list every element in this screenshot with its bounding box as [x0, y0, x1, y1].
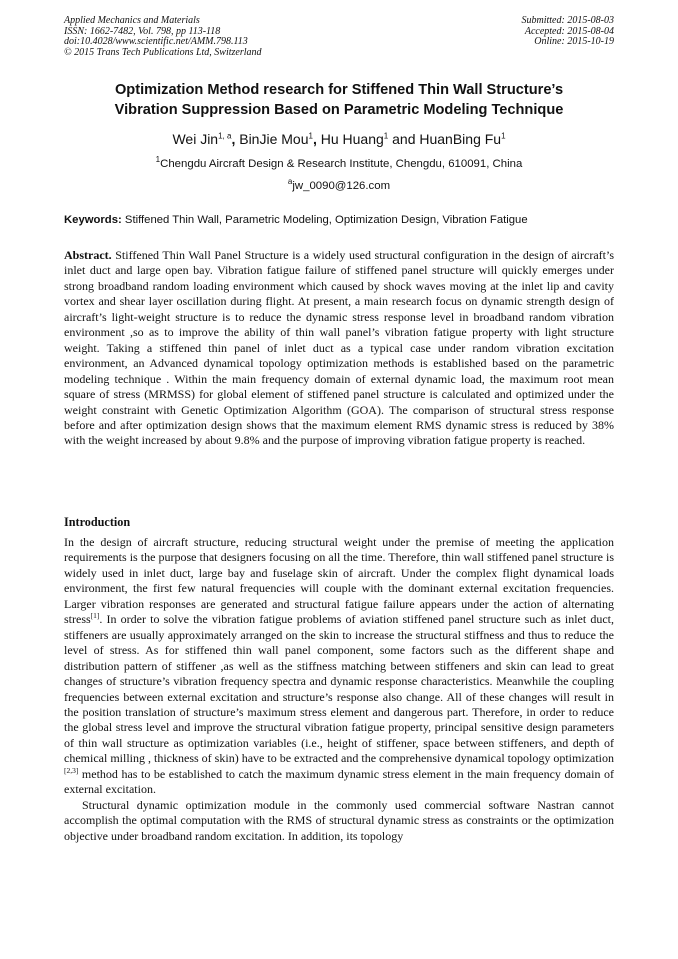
abstract [64, 248, 614, 449]
title-line-2: Vibration Suppression Based on Parametric Modeling Technique [114, 102, 564, 118]
email-marker: a [287, 177, 293, 187]
introduction-body [64, 535, 614, 844]
author-1-affil: 1, a [218, 131, 232, 141]
intro-p1-part-c: method has to be established to catch the maximum dynamic stress element in the main frequency domain of external excitation. [64, 766, 615, 797]
email-text[interactable]: jw_0090@126.com [292, 180, 391, 192]
abstract-label: Abstract. [64, 248, 112, 262]
author-2-affil: 1 [308, 131, 313, 141]
section-heading-introduction: Introduction [64, 515, 131, 529]
author-3: Hu Huang [320, 131, 384, 147]
affiliation-text: Chengdu Aircraft Design & Research Institute, Chengdu, 610091, China [160, 158, 523, 170]
keywords-label: Keywords: [64, 214, 122, 226]
journal-doi[interactable]: doi:10.4028/www.scientific.net/AMM.798.113 [64, 36, 248, 47]
author-conjunction: and [392, 131, 416, 147]
intro-paragraph-2: Structural dynamic optimization module in the commonly used commercial software Nastran cannot accomplish the optimal computation with the RMS of structural dynamic stress as constraints or the optimization objective under broadband random excitation. In addition, its topology [64, 797, 614, 843]
journal-issn: ISSN: 1662-7482, Vol. 798, pp 113-118 [64, 25, 221, 37]
online-date: Online: 2015-10-19 [534, 36, 614, 47]
citation-1[interactable]: [1] [90, 611, 100, 621]
journal-name: Applied Mechanics and Materials [64, 15, 200, 26]
author-email [64, 179, 614, 194]
accepted-date: Accepted: 2015-08-04 [524, 25, 614, 37]
affiliation-marker: 1 [155, 155, 161, 165]
submission-dates [522, 16, 615, 48]
author-3-affil: 1 [383, 131, 389, 141]
author-2: BinJie Mou [239, 131, 309, 147]
paper-title [64, 80, 614, 120]
author-list: Wei Jin$^{1, a}$, BinJie Mou$^1$, Hu Huang$^1$ and HuanBing Fu$^1$ [172, 131, 506, 147]
author-1: Wei Jin [172, 131, 219, 147]
journal-info [64, 16, 262, 58]
affiliation [64, 157, 614, 172]
title-line-1: Optimization Method research for Stiffened Thin Wall Structure’s [114, 82, 564, 98]
intro-p1-part-b: . In order to solve the vibration fatigue problems of aviation stiffened panel structure such as inlet duct, stiffeners are usually approximately arranged on the skin to increase the structural stiffness and thus to reduce the level of stress. As for stiffened thin wall panel component, some factors such as the different shape and distribution pattern of stiffener ,as well as the stiffness matching between stiffeners and skin can lead to great changes of structure’s vibration frequency spectra and dynamic response characteristics. Meanwhile the coupling frequencies between external excitation and structure’s response also change. All of these changes will result in the position translation of structure’s maximum stress element and dangerous part. Therefore, in order to reduce the global stress level and improve the structural vibration fatigue property, principal sensitive design parameters of thin wall structure as optimization variables (i.e., height of stiffener, space between stiffeners, and depth of chemical milling , thickness of skin) have to be extracted and the comprehensive dynamical topology optimization [64, 612, 614, 766]
citation-2-3[interactable]: [2,3] [64, 765, 79, 775]
keywords [64, 213, 614, 228]
intro-p1-part-a: In the design of aircraft structure, reducing structural weight under the premise of meeting the application requirements is the purpose that designers focusing on all the time. Therefore, thin wall stiffened panel structure is widely used in inlet duct, large bay and fuselage skin of aircraft. Under the complex flight dynamical loads environment, the first few natural frequencies will couple with the dominant external excitation frequencies. Larger vibration responses are generated and structural fatigue failure appears under the action of alternating stress [64, 535, 614, 627]
submitted-date: Submitted: 2015-08-03 [521, 15, 614, 26]
author-4-affil: 1 [501, 131, 506, 141]
abstract-text: Stiffened Thin Wall Panel Structure is a widely used structural configuration in the design of aircraft’s inlet duct and large open bay. Vibration fatigue failure of stiffened panel structure will quickly emerges under strong broadband random loading environment which caused by shock waves moving at the inlet lip and cavity vortex and shear layer oscillation during flight. At present, a main research focus on dynamic strength design of aircraft’s light-weight structure is to reduce the dynamic stress response level in broadband random vibration environment ,so as to improve the ability of thin wall panel’s vibration fatigue property with light structure weight. Taking a stiffened thin panel of inlet duct as a typical case under random vibration excitation environment, an Advanced dynamical topology optimization methods is established based on the parametric modeling technique . Within the main frequency domain of external dynamic load, the maximum root mean square of stress (MRMSS) for global element of stiffened panel structure is calculated and optimized under the weight constraint with Genetic Optimization Algorithm (GOA). The comparison of structural stress response before and after optimization design shows that the maximum element RMS dynamic stress is reduced by 38% with the weight increased by about 9.8% and the purpose of improving vibration fatigue property is reached. [64, 248, 614, 448]
copyright: © 2015 Trans Tech Publications Ltd, Switzerland [64, 46, 262, 58]
keywords-text: Stiffened Thin Wall, Parametric Modeling, Optimization Design, Vibration Fatigue [124, 214, 528, 226]
intro-paragraph-1 [64, 535, 614, 798]
author-4: HuanBing Fu [419, 131, 502, 147]
